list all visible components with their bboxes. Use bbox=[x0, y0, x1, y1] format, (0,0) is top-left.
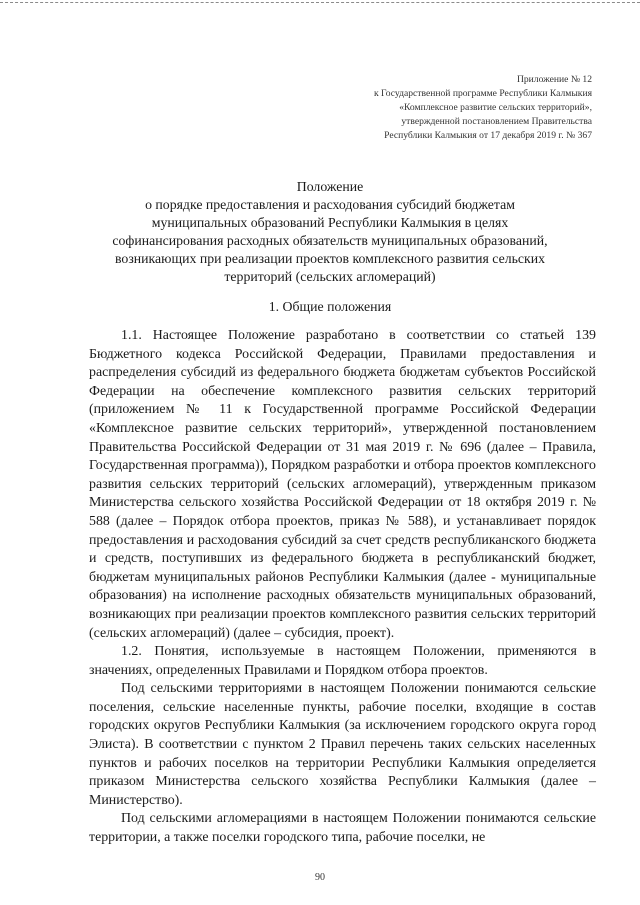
appendix-reference bbox=[252, 73, 592, 143]
section-heading: 1. Общие положения bbox=[268, 299, 392, 314]
title-line: территорий (сельских агломераций) bbox=[224, 269, 436, 284]
appendix-decree-line: Республики Калмыкия от 17 декабря 2019 г. № 367 bbox=[384, 130, 592, 141]
paragraph-1-2: 1.2. Понятия, используемые в настоящем Положении, применяются в значениях, определенных Правилами и Порядком отбора проектов. bbox=[89, 644, 596, 678]
title-line: муниципальных образований Республики Калмыкия в целях bbox=[151, 215, 509, 230]
appendix-program-line: к Государственной программе Республики Калмыкия bbox=[373, 88, 592, 99]
title-line: Положение bbox=[296, 179, 364, 194]
document-body bbox=[89, 327, 596, 848]
paragraph-rural-agglomerations: Под сельскими агломерациями в настоящем Положении понимаются сельские территории, а также поселки городского типа, рабочие поселки, не bbox=[89, 811, 596, 846]
paragraph-rural-territories: Под сельскими территориями в настоящем Положении понимаются сельские поселения, сельские населенные пункты, рабочие поселки, входящие в состав городских округов Республики Калмыкия (за исключением городского округа город Элиста). В соответствии с пунктом 2 Правил перечень таких сельских населенных пунктов и рабочих поселков на территории Республики Калмыкия определяется приказом Министерства сельского хозяйства Республики Калмыкия (далее – Министерство). bbox=[89, 681, 596, 808]
title-line: возникающих при реализации проектов комплексного развития сельских bbox=[115, 251, 545, 266]
document-title bbox=[70, 178, 590, 286]
page-number: 90 bbox=[315, 872, 325, 883]
scan-top-edge bbox=[0, 2, 640, 4]
paragraph-1-1: 1.1. Настоящее Положение разработано в соответствии со статьей 139 Бюджетного кодекса Российской Федерации, Правилами предоставления и распределения субсидий из федерального бюджета бюджетам субъектов Российской Федерации на обеспечение комплексного развития сельских территорий (приложением № 11 к Государственной программе Российской Федерации «Комплексное развитие сельских территорий», утвержденной постановлением Правительства Российской Федерации от 31 мая 2019 г. № 696 (далее – Правила, Государственная программа)), Порядком разработки и отбора проектов комплексного развития сельских территорий (сельских агломераций), утвержденным приказом Министерства сельского хозяйства Российской Федерации от 18 октября 2019 г. № 588 (далее – Порядок отбора проектов, приказ № 588), и устанавливает порядок предоставления и расходования субсидий за счет средств республиканского бюджета и средств, поступивших из федерального бюджета в республиканский бюджет, бюджетам муниципальных районов Республики Калмыкия (далее - муниципальные образования) на исполнение расходных обязательств муниципальных образований, возникающих при реализации проектов комплексного развития сельских территорий (сельских агломераций) (далее – субсидия, проект). bbox=[89, 328, 596, 641]
title-line: софинансирования расходных обязательств муниципальных образований, bbox=[112, 233, 548, 248]
title-line: о порядке предоставления и расходования субсидий бюджетам bbox=[145, 197, 515, 212]
appendix-number: Приложение № 12 bbox=[516, 74, 592, 85]
appendix-approval-line: утвержденной постановлением Правительства bbox=[401, 116, 592, 127]
appendix-program-name: «Комплексное развитие сельских территорий», bbox=[399, 102, 592, 113]
